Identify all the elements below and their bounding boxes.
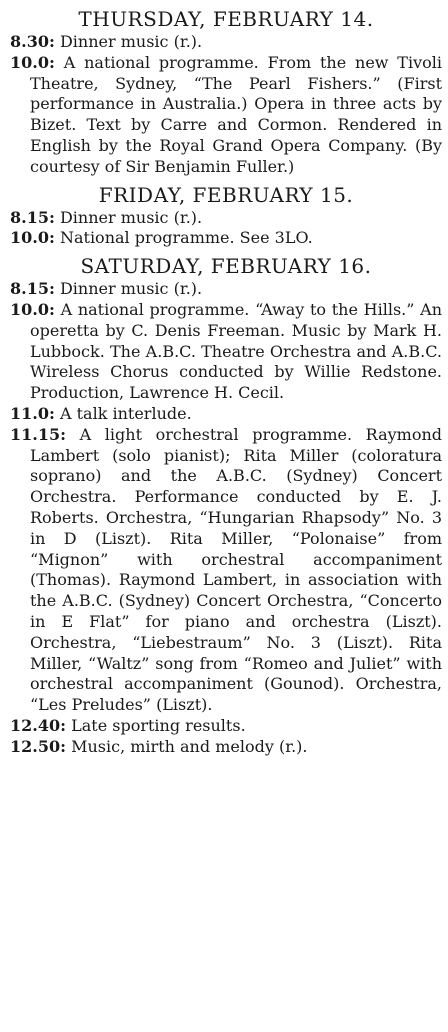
programme-entry [10, 737, 442, 758]
entry-text: Music, mirth and melody (r.). [71, 736, 308, 756]
entry-text: A national programme. From the new Tivoli Theatre, Sydney, “The Pearl Fishers.” (First performance in Australia.) Opera in three acts by Bizet. Text by Carre and Cormon. Rendered in English by the Royal Grand Opera Company. (By courtesy of Sir Benjamin Fuller.) [30, 52, 443, 176]
programme-entry [10, 279, 442, 300]
entry-time: 11.15: [10, 424, 67, 444]
entry-text: National programme. See 3LO. [59, 228, 313, 248]
entry-text: A talk interlude. [59, 403, 192, 423]
programme-entry [10, 32, 442, 53]
day-section-saturday [10, 253, 442, 757]
day-section-thursday [10, 6, 442, 178]
programme-entry [10, 425, 442, 716]
entry-time: 10.0: [10, 299, 55, 319]
entry-text: Dinner music (r.). [59, 32, 203, 51]
entry-text: Dinner music (r.). [59, 279, 203, 299]
entry-time: 10.0: [10, 52, 55, 72]
entry-time: 12.40: [10, 715, 67, 735]
entry-time: 12.50: [10, 736, 67, 756]
day-section-friday [10, 182, 442, 250]
entry-time: 10.0: [10, 228, 55, 248]
programme-entry [10, 53, 442, 178]
day-heading-friday: FRIDAY, FEBRUARY 15. [98, 182, 354, 207]
entry-text: Dinner music (r.). [59, 207, 203, 227]
day-heading-saturday: SATURDAY, FEBRUARY 16. [80, 254, 372, 279]
programme-entry [10, 208, 442, 229]
entry-time: 8.15: [10, 279, 55, 299]
programme-entry [10, 404, 442, 425]
entry-time: 11.0: [10, 403, 55, 423]
programme-entry [10, 716, 442, 737]
entry-time: 8.15: [10, 207, 55, 227]
programme-entry [10, 300, 442, 404]
entry-text: A national programme. “Away to the Hills.” An operetta by C. Denis Freeman. Music by Mark H. Lubbock. The A.B.C. Theatre Orchestra and A.B.C. Wireless Chorus conducted by Willie Redstone. Production, Lawrence H. Cecil. [30, 299, 442, 403]
entry-text: A light orchestral programme. Raymond Lambert (solo pianist); Rita Miller (coloratura soprano) and the A.B.C. (Sydney) Concert Orchestra. Performance conducted by E. J. Roberts. Orchestra, “Hungarian Rhapsody” No. 3 in D (Liszt). Rita Miller, “Polonaise” from “Mignon” with orchestral accompaniment (Thomas). Raymond Lambert, in association with the A.B.C. (Sydney) Concert Orchestra, “Concerto in E Flat” for piano and orchestra (Liszt). Orchestra, “Liebestraum” No. 3 (Liszt). Rita Miller, “Waltz” song from “Romeo and Juliet” with orchestral accompaniment (Gounod). Orchestra, “Les Preludes” (Liszt). [30, 424, 443, 715]
entry-text: Late sporting results. [71, 715, 246, 735]
day-heading-thursday: THURSDAY, FEBRUARY 14. [78, 7, 374, 31]
entry-time: 8.30: [10, 32, 55, 51]
programme-entry [10, 228, 442, 249]
